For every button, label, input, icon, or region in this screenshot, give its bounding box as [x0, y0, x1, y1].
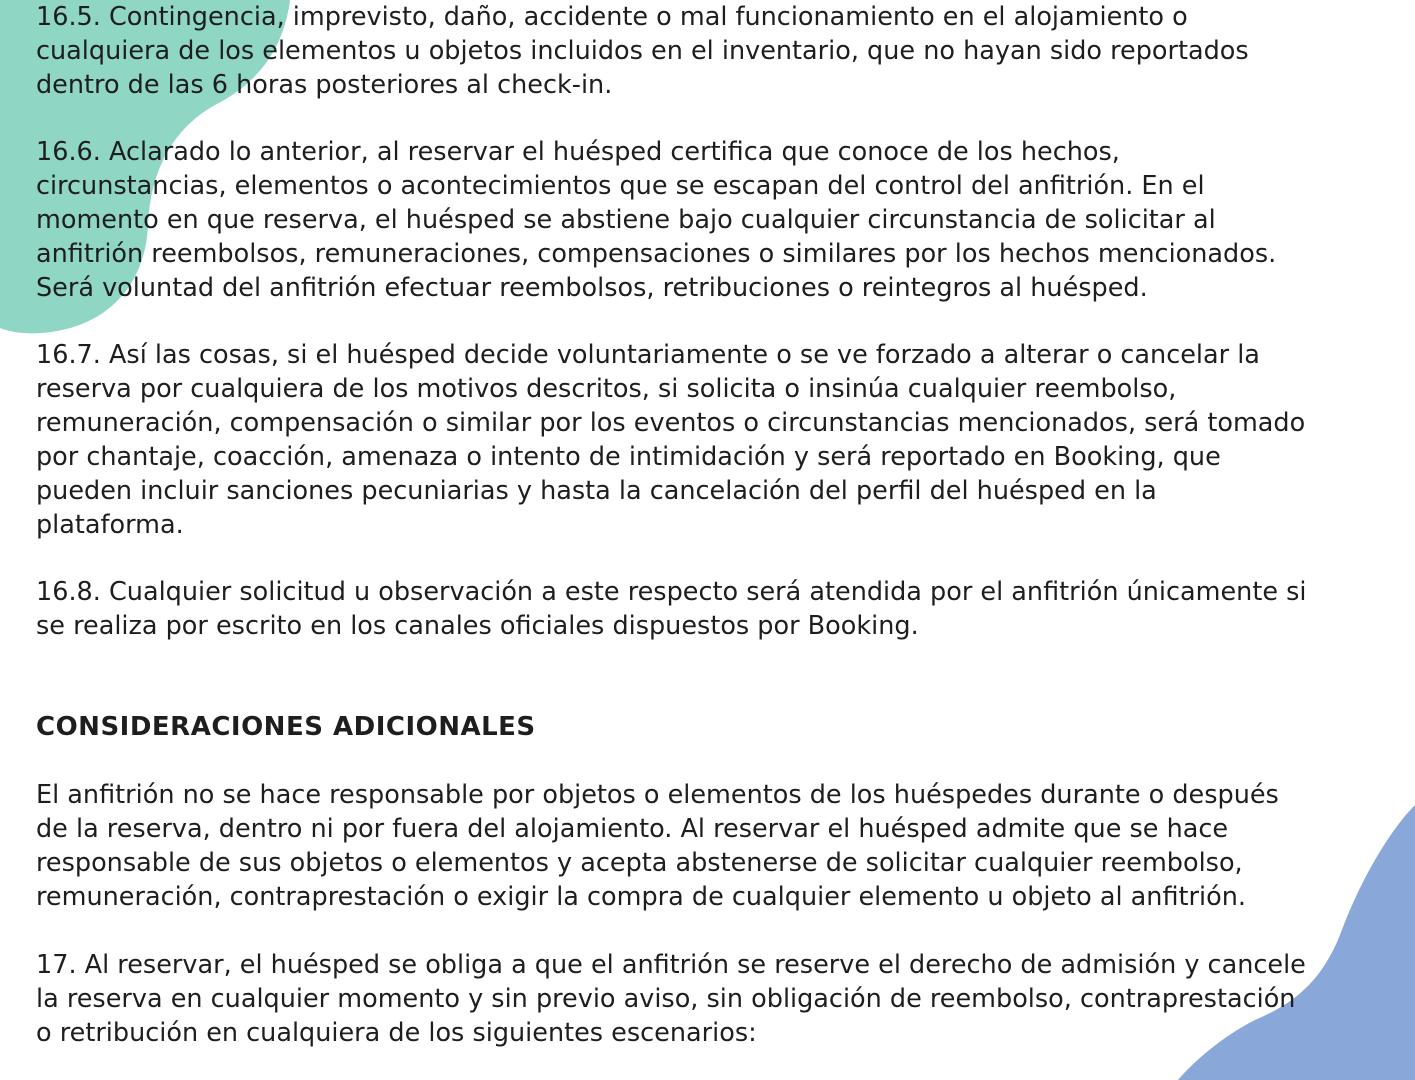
paragraph-16-7: 16.7. Así las cosas, si el huésped decide voluntariamente o se ve forzado a alterar o cancelar la reserva por cualquiera de los motivos descritos, si solicita o insinúa cualquier reembolso, remuneración, compensación o similar por los eventos o circunstancias mencionados, será tomado por chantaje, coacción, amenaza o intento de intimidación y será reportado en Booking, que pueden incluir sanciones pecuniarias y hasta la cancelación del perfil del huésped en la plataforma.: [36, 340, 1306, 540]
paragraph-16-5: 16.5. Contingencia, imprevisto, daño, accidente o mal funcionamiento en el alojamiento o cualquiera de los elementos u objetos incluidos en el inventario, que no hayan sido reportados dentro de las 6 horas posteriores al check-in.: [36, 2, 1249, 100]
paragraph-16-8: 16.8. Cualquier solicitud u observación a este respecto será atendida por el anfitrión únicamente si se realiza por escrito en los canales oficiales dispuestos por Booking.: [36, 577, 1307, 641]
paragraph-16-6: 16.6. Aclarado lo anterior, al reservar el huésped certifica que conoce de los hechos, circunstancias, elementos o acontecimientos que se escapan del control del anfitrión. En el momento en que reserva, el huésped se abstiene bajo cualquier circunstancia de solicitar al anfitrión reembolsos, remuneraciones, compensaciones o similares por los hechos mencionados. Será voluntad del anfitrión efectuar reembolsos, retribuciones o reintegros al huésped.: [36, 137, 1277, 303]
paragraph-17: 17. Al reservar, el huésped se obliga a que el anfitrión se reserve el derecho de admisión y cancele la reserva en cualquier momento y sin previo aviso, sin obligación de reembolso, contraprestación o retribución en cualquiera de los siguientes escenarios:: [36, 950, 1306, 1048]
section-heading: CONSIDERACIONES ADICIONALES: [36, 712, 536, 742]
paragraph-consideraciones: El anfitrión no se hace responsable por objetos o elementos de los huéspedes durante o después de la reserva, dentro ni por fuera del alojamiento. Al reservar el huésped admite que se hace responsable de sus objetos o elementos y acepta abstenerse de solicitar cualquier reembolso, remuneración, contraprestación o exigir la compra de cualquier elemento u objeto al anfitrión.: [36, 780, 1279, 912]
